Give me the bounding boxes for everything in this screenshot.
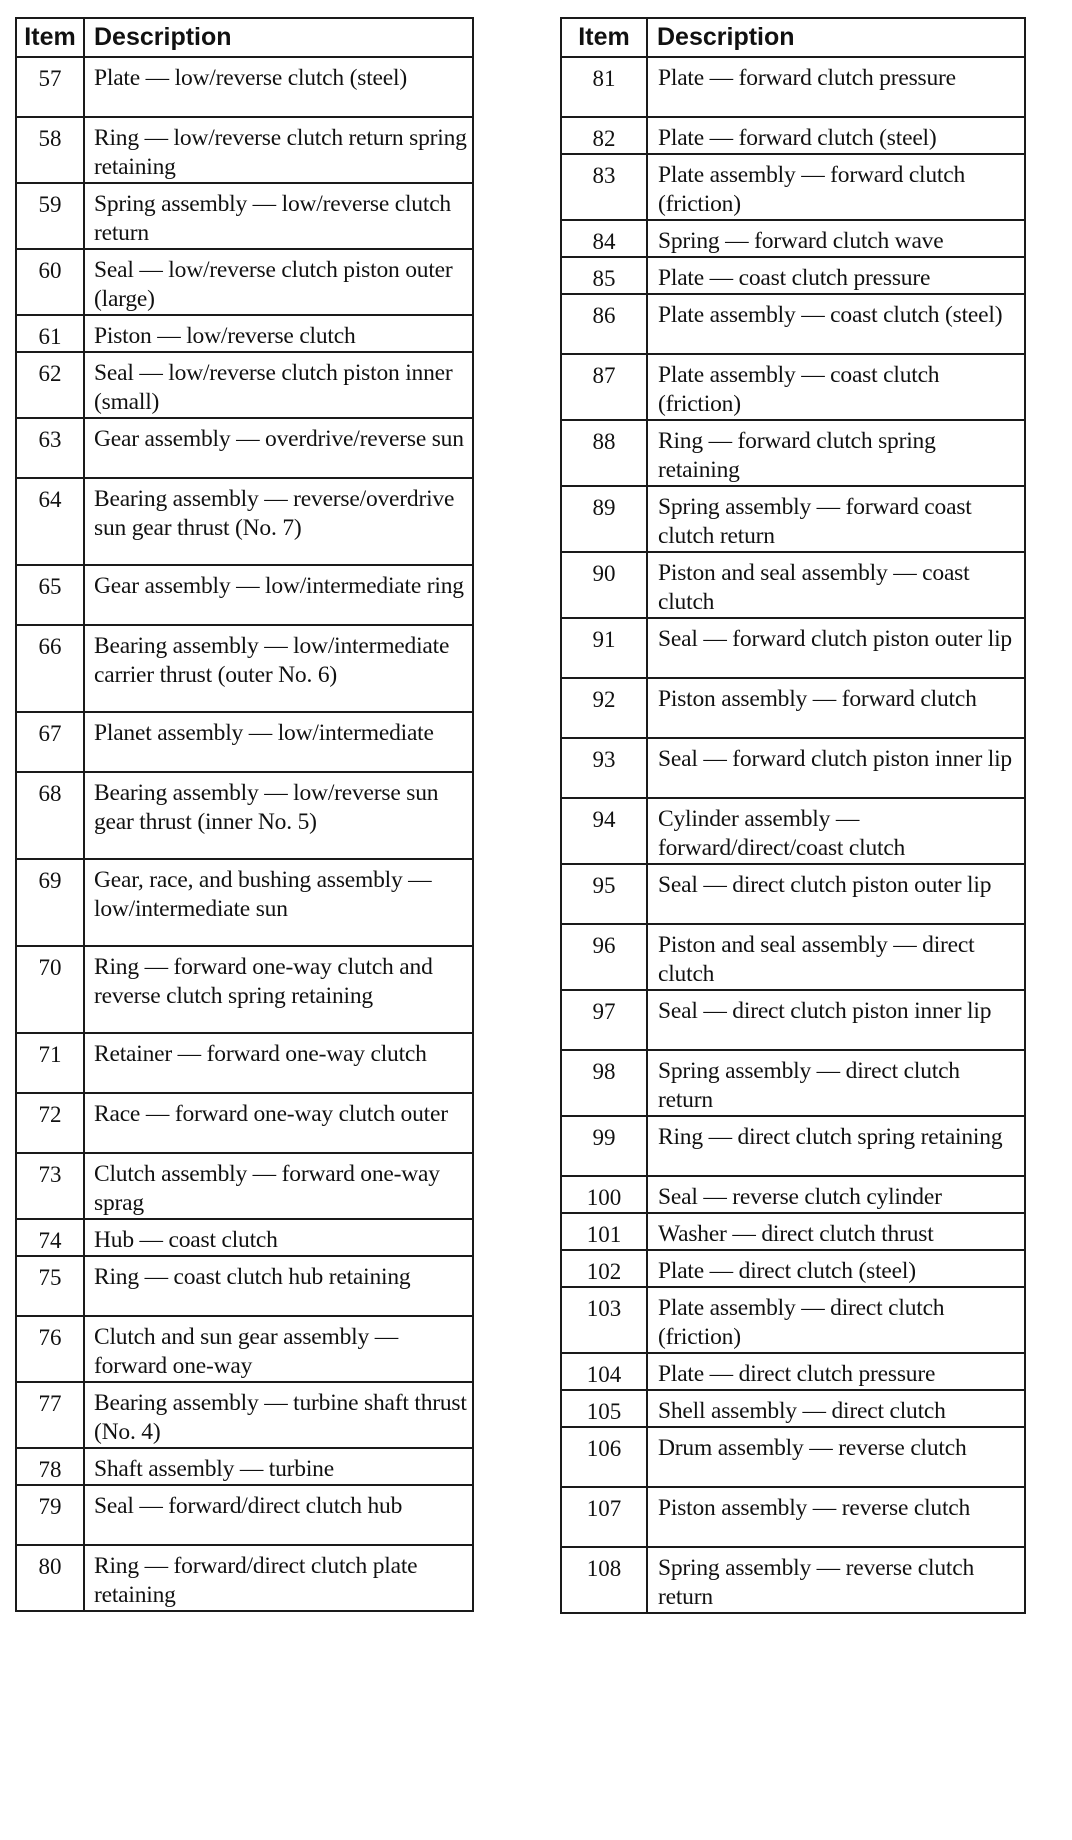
table-row — [16, 1485, 473, 1545]
item-number: 90 — [561, 552, 647, 618]
table-row — [16, 315, 473, 352]
item-description: Ring — forward clutch spring retaining — [647, 420, 1025, 486]
item-number: 58 — [16, 117, 84, 183]
item-description: Ring — low/reverse clutch return spring retaining — [84, 117, 473, 183]
item-description: Plate — low/reverse clutch (steel) — [84, 57, 473, 117]
item-number: 100 — [561, 1176, 647, 1213]
item-number: 61 — [16, 315, 84, 352]
table-row — [561, 294, 1025, 354]
item-number: 86 — [561, 294, 647, 354]
item-description: Bearing assembly — low/reverse sun gear thrust (inner No. 5) — [84, 772, 473, 859]
item-number: 76 — [16, 1316, 84, 1382]
table-row — [561, 798, 1025, 864]
item-description: Planet assembly — low/intermediate — [84, 712, 473, 772]
item-description: Seal — forward clutch piston inner lip — [647, 738, 1025, 798]
table-row — [16, 1219, 473, 1256]
table-row — [16, 249, 473, 315]
table-row — [561, 1050, 1025, 1116]
table-row — [561, 1353, 1025, 1390]
item-number: 67 — [16, 712, 84, 772]
item-number: 70 — [16, 946, 84, 1033]
table-row — [16, 1448, 473, 1485]
table-row — [561, 864, 1025, 924]
table-row — [561, 1390, 1025, 1427]
parts-table-right — [560, 17, 1026, 1614]
table-row — [561, 1547, 1025, 1613]
table-row — [561, 1250, 1025, 1287]
table-row — [16, 1033, 473, 1093]
item-number: 65 — [16, 565, 84, 625]
item-number: 108 — [561, 1547, 647, 1613]
item-number: 104 — [561, 1353, 647, 1390]
item-description: Piston assembly — reverse clutch — [647, 1487, 1025, 1547]
item-description: Spring assembly — low/reverse clutch return — [84, 183, 473, 249]
item-description: Ring — forward/direct clutch plate retaining — [84, 1545, 473, 1611]
column-header-description: Description — [84, 18, 473, 57]
table-row — [561, 1213, 1025, 1250]
item-number: 57 — [16, 57, 84, 117]
item-description: Clutch assembly — forward one-way sprag — [84, 1153, 473, 1219]
table-row — [561, 1176, 1025, 1213]
table-row — [561, 1116, 1025, 1176]
table-row — [16, 1153, 473, 1219]
item-number: 60 — [16, 249, 84, 315]
item-number: 92 — [561, 678, 647, 738]
item-description: Plate assembly — direct clutch (friction) — [647, 1287, 1025, 1353]
item-number: 80 — [16, 1545, 84, 1611]
item-number: 89 — [561, 486, 647, 552]
table-row — [561, 1487, 1025, 1547]
table-row — [16, 1316, 473, 1382]
item-number: 83 — [561, 154, 647, 220]
item-description: Drum assembly — reverse clutch — [647, 1427, 1025, 1487]
item-description: Race — forward one-way clutch outer — [84, 1093, 473, 1153]
item-description: Spring — forward clutch wave — [647, 220, 1025, 257]
item-number: 103 — [561, 1287, 647, 1353]
table-row — [561, 618, 1025, 678]
table-row — [16, 1382, 473, 1448]
item-number: 69 — [16, 859, 84, 946]
item-number: 59 — [16, 183, 84, 249]
item-description: Plate — forward clutch (steel) — [647, 117, 1025, 154]
item-description: Shaft assembly — turbine — [84, 1448, 473, 1485]
item-description: Gear assembly — overdrive/reverse sun — [84, 418, 473, 478]
item-number: 94 — [561, 798, 647, 864]
table-row — [561, 486, 1025, 552]
table-row — [561, 257, 1025, 294]
table-header-row — [561, 18, 1025, 57]
item-number: 88 — [561, 420, 647, 486]
item-description: Seal — forward clutch piston outer lip — [647, 618, 1025, 678]
table-row — [16, 565, 473, 625]
column-header-description: Description — [647, 18, 1025, 57]
item-description: Piston assembly — forward clutch — [647, 678, 1025, 738]
item-number: 64 — [16, 478, 84, 565]
item-description: Seal — direct clutch piston inner lip — [647, 990, 1025, 1050]
item-number: 98 — [561, 1050, 647, 1116]
table-row — [561, 420, 1025, 486]
item-number: 66 — [16, 625, 84, 712]
item-description: Spring assembly — forward coast clutch return — [647, 486, 1025, 552]
item-number: 82 — [561, 117, 647, 154]
item-number: 105 — [561, 1390, 647, 1427]
table-row — [16, 478, 473, 565]
table-row — [16, 712, 473, 772]
table-row — [561, 1427, 1025, 1487]
item-number: 68 — [16, 772, 84, 859]
item-description: Retainer — forward one-way clutch — [84, 1033, 473, 1093]
table-row — [16, 183, 473, 249]
table-row — [16, 946, 473, 1033]
table-row — [16, 625, 473, 712]
item-description: Piston and seal assembly — direct clutch — [647, 924, 1025, 990]
item-description: Bearing assembly — reverse/overdrive sun gear thrust (No. 7) — [84, 478, 473, 565]
item-number: 97 — [561, 990, 647, 1050]
item-description: Plate — direct clutch pressure — [647, 1353, 1025, 1390]
item-description: Cylinder assembly — forward/direct/coast clutch — [647, 798, 1025, 864]
item-number: 95 — [561, 864, 647, 924]
item-description: Ring — direct clutch spring retaining — [647, 1116, 1025, 1176]
table-row — [16, 772, 473, 859]
item-description: Seal — low/reverse clutch piston outer (large) — [84, 249, 473, 315]
item-description: Hub — coast clutch — [84, 1219, 473, 1256]
table-row — [561, 990, 1025, 1050]
item-number: 73 — [16, 1153, 84, 1219]
item-description: Ring — coast clutch hub retaining — [84, 1256, 473, 1316]
item-description: Seal — reverse clutch cylinder — [647, 1176, 1025, 1213]
table-row — [16, 352, 473, 418]
table-row — [561, 738, 1025, 798]
item-description: Spring assembly — reverse clutch return — [647, 1547, 1025, 1613]
item-description: Piston and seal assembly — coast clutch — [647, 552, 1025, 618]
item-number: 99 — [561, 1116, 647, 1176]
column-header-item: Item — [561, 18, 647, 57]
item-number: 62 — [16, 352, 84, 418]
table-row — [561, 1287, 1025, 1353]
table-row — [16, 57, 473, 117]
item-description: Seal — low/reverse clutch piston inner (small) — [84, 352, 473, 418]
table-row — [561, 678, 1025, 738]
item-description: Plate assembly — forward clutch (friction) — [647, 154, 1025, 220]
item-number: 91 — [561, 618, 647, 678]
table-header-row — [16, 18, 473, 57]
item-description: Plate assembly — coast clutch (friction) — [647, 354, 1025, 420]
item-number: 77 — [16, 1382, 84, 1448]
item-number: 84 — [561, 220, 647, 257]
column-header-item: Item — [16, 18, 84, 57]
item-description: Gear assembly — low/intermediate ring — [84, 565, 473, 625]
item-number: 79 — [16, 1485, 84, 1545]
item-number: 106 — [561, 1427, 647, 1487]
item-description: Bearing assembly — low/intermediate carrier thrust (outer No. 6) — [84, 625, 473, 712]
item-description: Seal — forward/direct clutch hub — [84, 1485, 473, 1545]
item-number: 87 — [561, 354, 647, 420]
item-number: 96 — [561, 924, 647, 990]
item-number: 85 — [561, 257, 647, 294]
item-number: 78 — [16, 1448, 84, 1485]
item-description: Bearing assembly — turbine shaft thrust (No. 4) — [84, 1382, 473, 1448]
item-number: 93 — [561, 738, 647, 798]
item-number: 107 — [561, 1487, 647, 1547]
table-row — [561, 924, 1025, 990]
item-description: Clutch and sun gear assembly — forward one-way — [84, 1316, 473, 1382]
item-description: Plate assembly — coast clutch (steel) — [647, 294, 1025, 354]
item-description: Seal — direct clutch piston outer lip — [647, 864, 1025, 924]
item-number: 63 — [16, 418, 84, 478]
item-description: Washer — direct clutch thrust — [647, 1213, 1025, 1250]
table-row — [16, 418, 473, 478]
item-description: Piston — low/reverse clutch — [84, 315, 473, 352]
table-row — [16, 1256, 473, 1316]
item-description: Plate — direct clutch (steel) — [647, 1250, 1025, 1287]
item-description: Spring assembly — direct clutch return — [647, 1050, 1025, 1116]
item-number: 101 — [561, 1213, 647, 1250]
item-number: 102 — [561, 1250, 647, 1287]
item-description: Shell assembly — direct clutch — [647, 1390, 1025, 1427]
item-description: Plate — forward clutch pressure — [647, 57, 1025, 117]
table-row — [16, 117, 473, 183]
item-number: 74 — [16, 1219, 84, 1256]
parts-table-left — [15, 17, 474, 1612]
item-number: 75 — [16, 1256, 84, 1316]
item-description: Ring — forward one-way clutch and reverse clutch spring retaining — [84, 946, 473, 1033]
item-number: 71 — [16, 1033, 84, 1093]
item-description: Gear, race, and bushing assembly — low/intermediate sun — [84, 859, 473, 946]
table-row — [561, 154, 1025, 220]
table-row — [561, 117, 1025, 154]
table-row — [16, 1093, 473, 1153]
table-row — [561, 220, 1025, 257]
item-number: 72 — [16, 1093, 84, 1153]
table-row — [561, 552, 1025, 618]
table-row — [16, 859, 473, 946]
item-number: 81 — [561, 57, 647, 117]
item-description: Plate — coast clutch pressure — [647, 257, 1025, 294]
table-row — [16, 1545, 473, 1611]
table-row — [561, 354, 1025, 420]
table-row — [561, 57, 1025, 117]
